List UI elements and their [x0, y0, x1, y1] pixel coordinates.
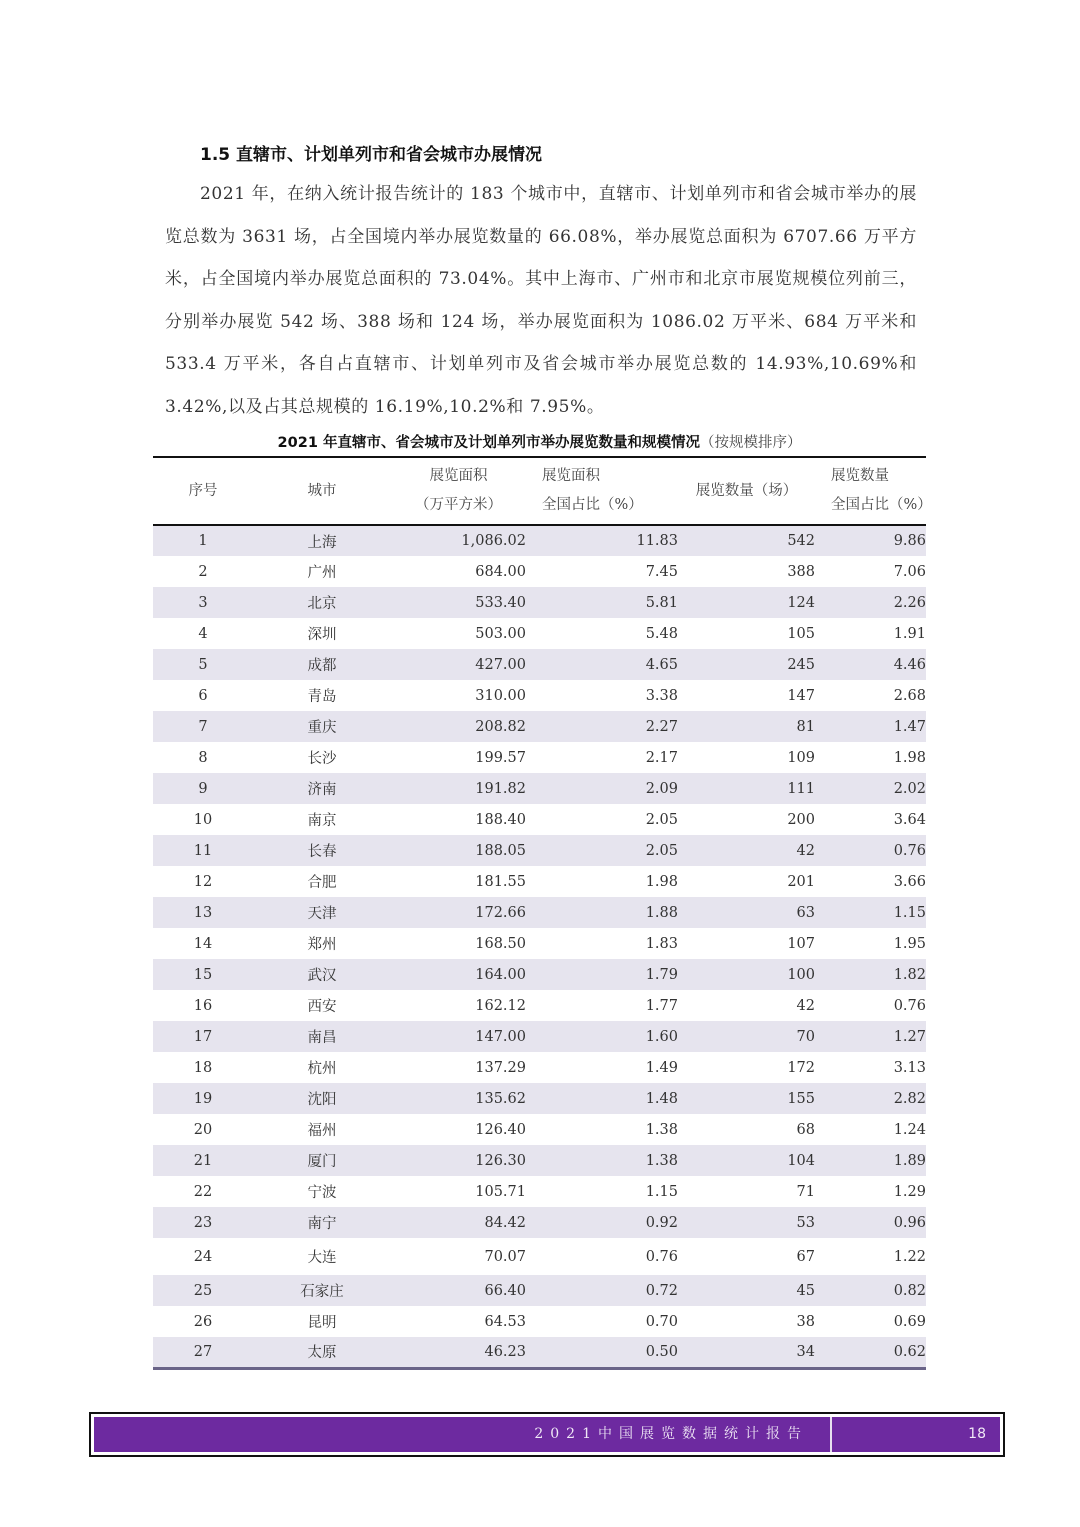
cell-area: 1,086.02 [461, 533, 526, 549]
table-row [153, 649, 926, 680]
cell-count: 34 [796, 1343, 815, 1360]
cell-count: 53 [796, 1214, 815, 1231]
cell-count: 201 [787, 873, 815, 890]
cell-area-share: 2.05 [645, 811, 678, 828]
cell-rank: 11 [193, 842, 213, 859]
cell-count-share: 1.95 [893, 935, 926, 952]
cell-area: 137.29 [475, 1059, 526, 1076]
table-row [153, 680, 926, 711]
cell-city: 厦门 [307, 1154, 337, 1170]
cell-area-share: 1.38 [645, 1121, 678, 1138]
cell-rank: 23 [193, 1214, 213, 1231]
cell-area: 172.66 [475, 904, 526, 921]
cell-city: 石家庄 [300, 1284, 344, 1300]
cell-city: 北京 [307, 596, 337, 612]
cell-count-share: 9.86 [893, 533, 926, 549]
cell-area: 188.40 [475, 811, 526, 828]
cell-rank: 5 [198, 656, 208, 673]
cell-rank: 9 [198, 780, 208, 797]
cell-count: 42 [796, 997, 815, 1014]
cell-count-share: 3.13 [893, 1059, 926, 1076]
cell-city: 长沙 [307, 751, 337, 767]
cell-rank: 16 [193, 997, 213, 1014]
cell-area-share: 7.45 [645, 563, 678, 580]
cell-city: 深圳 [307, 627, 337, 643]
cell-count: 63 [796, 904, 815, 921]
cell-rank: 6 [198, 687, 208, 704]
cell-city: 福州 [307, 1123, 337, 1139]
cell-area-share: 0.70 [645, 1313, 678, 1330]
cell-city: 上海 [307, 534, 337, 551]
cell-area: 162.12 [475, 997, 526, 1014]
cell-city: 合肥 [307, 875, 337, 891]
page-number: 18 [968, 1426, 986, 1442]
cell-rank: 18 [193, 1059, 213, 1076]
cell-city: 杭州 [307, 1061, 337, 1077]
table-caption-title: 2021 年直辖市、省会城市及计划单列市举办展览数量和规模情况 [277, 435, 700, 451]
table-row [153, 1052, 926, 1083]
cell-rank: 15 [193, 966, 213, 983]
table-row [153, 525, 926, 556]
cell-rank: 3 [198, 594, 208, 611]
header-city: 城市 [307, 482, 337, 499]
cell-area-share: 0.92 [645, 1214, 678, 1231]
cell-area: 70.07 [484, 1248, 526, 1265]
header-count-share: 展览数量 全国占比（%） [831, 468, 932, 513]
cell-area-share: 1.88 [645, 904, 678, 921]
cell-area-share: 1.79 [645, 966, 678, 983]
cell-area-share: 1.83 [645, 935, 678, 952]
table-row [153, 1114, 926, 1145]
cell-count: 67 [796, 1248, 815, 1265]
cell-area: 503.00 [475, 625, 526, 642]
cell-count-share: 0.69 [893, 1313, 926, 1330]
footer-title: 2021中国展览数据统计报告 [94, 1417, 832, 1452]
cell-count: 111 [787, 780, 815, 797]
cell-city: 南宁 [307, 1216, 337, 1232]
header-area-share: 展览面积 全国占比（%） [542, 468, 643, 513]
table-row [153, 1238, 926, 1275]
cell-rank: 22 [193, 1183, 213, 1200]
cell-area: 147.00 [475, 1028, 526, 1045]
cell-count-share: 1.98 [893, 749, 926, 766]
cell-area-share: 1.77 [645, 997, 678, 1014]
cell-count-share: 2.26 [893, 594, 926, 611]
cell-area: 84.42 [484, 1214, 526, 1231]
header-rank: 序号 [188, 482, 218, 499]
cell-rank: 17 [193, 1028, 213, 1045]
cell-count-share: 4.46 [893, 656, 926, 673]
table-row [153, 1275, 926, 1306]
cell-rank: 19 [193, 1090, 213, 1107]
cell-area: 164.00 [475, 966, 526, 983]
cell-count: 71 [796, 1183, 815, 1200]
cell-count-share: 1.27 [893, 1028, 926, 1045]
cell-area: 126.30 [475, 1152, 526, 1169]
table-caption-note: （按规模排序） [699, 435, 802, 451]
cell-city: 太原 [307, 1345, 337, 1362]
cell-count-share: 0.96 [893, 1214, 926, 1231]
page-footer [89, 1412, 1005, 1457]
cell-area: 533.40 [475, 594, 526, 611]
table-row [153, 711, 926, 742]
cell-city: 郑州 [307, 937, 337, 953]
cell-count: 109 [787, 749, 815, 766]
cell-area-share: 0.50 [645, 1343, 678, 1360]
table-row [153, 1145, 926, 1176]
cell-city: 武汉 [307, 968, 337, 984]
cell-count-share: 1.47 [893, 718, 926, 735]
cell-rank: 12 [193, 873, 213, 890]
cell-city: 济南 [307, 782, 337, 798]
cell-count: 172 [787, 1059, 815, 1076]
cell-area: 208.82 [475, 718, 526, 735]
table-row [153, 1337, 926, 1368]
cell-area-share: 2.05 [645, 842, 678, 859]
cell-rank: 25 [193, 1282, 213, 1299]
cell-count-share: 1.29 [893, 1183, 926, 1200]
body-paragraph: 2021 年，在纳入统计报告统计的 183 个城市中，直辖市、计划单列市和省会城市举办的展览总数为 3631 场，占全国境内举办展览数量的 66.08%，举办展览总面积为 6707.66 万平方米，占全国境内举办展览总面积的 73.04%。其中上海市、广州市和北京市展览规模位列前三，分别举办展览 542 场、388 场和 124 场，举办展览面积为 1086.02 万平米、684 万平米和 533.4 万平米，各自占直辖市、计划单列市及省会城市举办展览总数的 14.93%,10.69%和 3.42%,以及占其总规模的 16.19%,10.2%和 7.95%。 [165, 184, 917, 417]
cell-count: 38 [796, 1313, 815, 1330]
cell-city: 大连 [307, 1250, 337, 1266]
cell-count: 68 [796, 1121, 815, 1138]
cell-count: 107 [787, 935, 815, 952]
cell-area: 427.00 [475, 656, 526, 673]
table-header-row [153, 457, 926, 525]
table-row [153, 1176, 926, 1207]
cell-count: 42 [796, 842, 815, 859]
cell-area-share: 0.76 [645, 1248, 678, 1265]
cell-count-share: 2.82 [893, 1090, 926, 1107]
cell-area: 188.05 [475, 842, 526, 859]
cell-count: 388 [787, 563, 815, 580]
header-area: 展览面积 （万平方米） [415, 468, 502, 513]
cell-area: 105.71 [475, 1183, 526, 1200]
cell-area-share: 0.72 [645, 1282, 678, 1299]
header-count: 展览数量（场） [695, 482, 798, 499]
cell-area-share: 1.49 [645, 1059, 678, 1076]
cell-area: 126.40 [475, 1121, 526, 1138]
cell-city: 成都 [307, 658, 337, 674]
cell-area-share: 1.60 [645, 1028, 678, 1045]
table-row [153, 804, 926, 835]
cell-area: 135.62 [475, 1090, 526, 1107]
footer-bar [94, 1417, 1000, 1452]
cell-count: 70 [796, 1028, 815, 1045]
cell-count-share: 3.66 [893, 873, 926, 890]
cell-city: 天津 [307, 906, 337, 922]
cell-rank: 20 [193, 1121, 213, 1138]
table-row [153, 742, 926, 773]
cell-area: 199.57 [475, 749, 526, 766]
cell-area: 181.55 [475, 873, 526, 890]
cell-count-share: 3.64 [893, 811, 926, 828]
cell-area-share: 1.48 [645, 1090, 678, 1107]
cell-count-share: 0.62 [893, 1343, 926, 1360]
cell-count: 147 [787, 687, 815, 704]
table-row [153, 897, 926, 928]
table-row [153, 1207, 926, 1238]
cell-rank: 24 [193, 1248, 213, 1265]
cell-rank: 8 [198, 749, 208, 766]
cell-count-share: 0.82 [893, 1282, 926, 1299]
cell-rank: 13 [193, 904, 213, 921]
cell-area: 66.40 [484, 1282, 526, 1299]
cell-area-share: 5.81 [645, 594, 678, 611]
cell-count-share: 2.68 [893, 687, 926, 704]
cell-area: 168.50 [475, 935, 526, 952]
cell-city: 重庆 [307, 720, 337, 736]
cell-area: 310.00 [475, 687, 526, 704]
table-row [153, 556, 926, 587]
cell-rank: 4 [198, 625, 208, 642]
cell-count-share: 1.89 [893, 1152, 926, 1169]
cell-count: 105 [787, 625, 815, 642]
table-row [153, 990, 926, 1021]
cell-area: 684.00 [475, 563, 526, 580]
cell-city: 南昌 [307, 1030, 337, 1046]
cell-city: 西安 [307, 999, 337, 1015]
cell-area-share: 2.17 [645, 749, 678, 766]
cell-area-share: 3.38 [645, 687, 678, 704]
cell-count: 104 [787, 1152, 815, 1169]
cell-rank: 26 [193, 1313, 213, 1330]
cell-city: 长春 [307, 844, 337, 860]
cell-area-share: 4.65 [645, 656, 678, 673]
cell-city: 沈阳 [307, 1092, 337, 1108]
table-row [153, 866, 926, 897]
cell-count: 100 [787, 966, 815, 983]
table-row [153, 835, 926, 866]
cell-area-share: 1.15 [645, 1183, 678, 1200]
cell-count: 542 [787, 533, 815, 549]
cell-rank: 14 [193, 935, 213, 952]
cell-count: 155 [787, 1090, 815, 1107]
cell-count: 124 [787, 594, 815, 611]
table-caption [153, 431, 926, 452]
cell-count-share: 0.76 [893, 842, 926, 859]
cell-count-share: 2.02 [893, 780, 926, 797]
cell-count-share: 1.15 [893, 904, 926, 921]
cell-rank: 1 [198, 533, 208, 549]
cell-count: 81 [796, 718, 815, 735]
table-row [153, 587, 926, 618]
cell-count-share: 1.22 [893, 1248, 926, 1265]
cell-count: 45 [796, 1282, 815, 1299]
cell-area-share: 5.48 [645, 625, 678, 642]
table-row [153, 1083, 926, 1114]
exhibition-table [153, 456, 932, 1370]
cell-area: 191.82 [475, 780, 526, 797]
cell-rank: 2 [198, 563, 208, 580]
table-row [153, 928, 926, 959]
cell-area-share: 1.38 [645, 1152, 678, 1169]
cell-city: 宁波 [307, 1185, 337, 1201]
cell-rank: 10 [193, 811, 213, 828]
cell-area-share: 2.09 [645, 780, 678, 797]
cell-area: 46.23 [484, 1343, 526, 1360]
cell-count: 200 [787, 811, 815, 828]
cell-count-share: 1.82 [893, 966, 926, 983]
cell-area-share: 2.27 [645, 718, 678, 735]
table-row [153, 1306, 926, 1337]
cell-count-share: 1.91 [893, 625, 926, 642]
cell-city: 青岛 [307, 689, 337, 705]
cell-area-share: 11.83 [636, 533, 678, 549]
cell-city: 广州 [307, 565, 337, 581]
cell-count-share: 1.24 [893, 1121, 926, 1138]
cell-area: 64.53 [484, 1313, 526, 1330]
table-row [153, 773, 926, 804]
cell-area-share: 1.98 [645, 873, 678, 890]
cell-city: 南京 [307, 813, 337, 829]
table-row [153, 959, 926, 990]
section-heading: 1.5 直辖市、计划单列市和省会城市办展情况 [200, 145, 543, 165]
table-row [153, 618, 926, 649]
cell-rank: 7 [198, 718, 208, 735]
cell-count-share: 0.76 [893, 997, 926, 1014]
cell-count-share: 7.06 [893, 563, 926, 580]
cell-rank: 27 [193, 1343, 213, 1360]
cell-city: 昆明 [307, 1315, 337, 1331]
cell-count: 245 [787, 656, 815, 673]
table-row [153, 1021, 926, 1052]
cell-rank: 21 [193, 1152, 213, 1169]
